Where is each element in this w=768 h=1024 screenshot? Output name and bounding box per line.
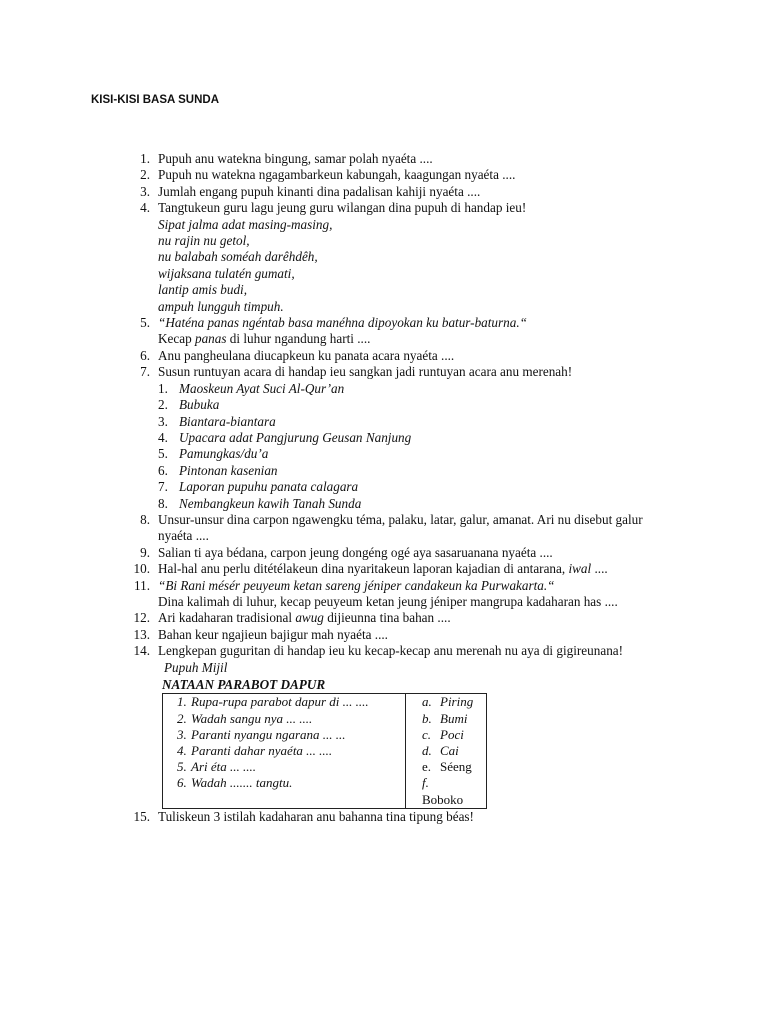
quote-text: “Haténa panas ngéntab basa manéhna dipoyokan ku batur-baturna.“ xyxy=(158,315,527,331)
option-line xyxy=(422,743,480,759)
question-14 xyxy=(120,643,720,809)
option-line xyxy=(422,727,480,743)
option-letter: f. xyxy=(422,775,429,791)
agenda-item xyxy=(158,496,720,512)
question-number: 6. xyxy=(140,347,150,363)
agenda-list xyxy=(158,381,720,512)
agenda-item xyxy=(158,430,720,446)
italic-term: awug xyxy=(295,610,324,626)
poem-line: Sipat jalma adat masing-masing, xyxy=(158,216,333,232)
agenda-number: 3. xyxy=(158,413,168,429)
question-text: Anu pangheulana diucapkeun ku panata acara nyaéta .... xyxy=(158,347,455,363)
agenda-number: 6. xyxy=(158,462,168,478)
question-number: 3. xyxy=(140,183,150,199)
question-text: Pupuh nu watekna ngagambarkeun kabungah, kaagungan nyaéta .... xyxy=(158,167,516,183)
table-line xyxy=(177,727,399,743)
text-part: Kecap xyxy=(158,331,195,347)
line-text: Paranti nyangu ngarana ... ... xyxy=(191,726,346,742)
agenda-number: 2. xyxy=(158,397,168,413)
question-1 xyxy=(120,151,720,167)
question-number: 2. xyxy=(140,167,150,183)
line-number: 4. xyxy=(177,743,187,759)
agenda-item xyxy=(158,479,720,495)
option-text: Poci xyxy=(440,726,464,742)
question-text: Pupuh anu watekna bingung, samar polah nyaéta .... xyxy=(158,151,433,166)
option-text: Bumi xyxy=(440,710,468,726)
question-3 xyxy=(120,184,720,200)
question-number: 11. xyxy=(134,577,150,593)
agenda-item xyxy=(158,397,720,413)
question-2 xyxy=(120,167,720,183)
question-text: Jumlah engang pupuh kinanti dina padalisan kahiji nyaéta .... xyxy=(158,183,481,199)
question-text: Hal-hal anu perlu ditétélakeun dina nyaritakeun laporan kajadian di antarana, xyxy=(158,561,569,577)
question-15 xyxy=(120,809,720,825)
question-text: Unsur-unsur dina carpon ngawengku téma, palaku, latar, galur, amanat. Ari nu disebut galur xyxy=(158,511,643,527)
line-text: Wadah ....... tangtu. xyxy=(191,775,293,791)
poem-line: nu rajin nu getol, xyxy=(158,233,250,249)
question-number: 14. xyxy=(133,643,150,659)
question-text: Salian ti aya bédana, carpon jeung dongéng ogé aya sasaruanana nyaéta .... xyxy=(158,544,553,560)
question-5 xyxy=(120,315,720,348)
line-number: 5. xyxy=(177,759,187,775)
agenda-item xyxy=(158,463,720,479)
question-text: Susun runtuyan acara di handap ieu sangkan jadi runtuyan acara anu merenah! xyxy=(158,364,573,380)
table-cell-right xyxy=(406,694,487,808)
question-11 xyxy=(120,578,720,611)
option-line xyxy=(422,759,480,775)
agenda-text: Pamungkas/du’a xyxy=(179,446,269,462)
quote-text: “Bi Rani mésér peuyeum ketan sareng jéniper candakeun ka Purwakarta.“ xyxy=(158,577,555,593)
question-text: Lengkepan guguritan di handap ieu ku kecap-kecap anu merenah nu aya di gigireunana! xyxy=(158,643,624,659)
question-text: Ari kadaharan tradisional xyxy=(158,610,296,626)
line-number: 1. xyxy=(177,694,187,710)
pupuh-label: Pupuh Mijil xyxy=(164,659,228,675)
table-line xyxy=(177,743,399,759)
option-text: Piring xyxy=(440,694,474,710)
poem-line: nu balabah soméah darêhdêh, xyxy=(158,249,318,265)
option-text: Cai xyxy=(440,743,459,759)
question-9 xyxy=(120,545,720,561)
question-text: Tangtukeun guru lagu jeung guru wilangan dina pupuh di handap ieu! xyxy=(158,200,527,216)
question-13 xyxy=(120,627,720,643)
option-line xyxy=(422,694,480,710)
question-number: 5. xyxy=(140,315,150,331)
question-text: Tuliskeun 3 istilah kadaharan anu bahanna tina tipung béas! xyxy=(158,808,474,824)
agenda-item xyxy=(158,414,720,430)
line-number: 2. xyxy=(177,710,187,726)
question-number: 9. xyxy=(140,544,150,560)
agenda-number: 8. xyxy=(158,495,168,511)
question-number: 13. xyxy=(133,626,150,642)
document-title: KISI-KISI BASA SUNDA xyxy=(91,94,219,106)
text-part: .... xyxy=(591,561,608,577)
agenda-text: Bubuka xyxy=(179,397,220,413)
option-text: Séeng xyxy=(440,759,472,775)
question-number: 4. xyxy=(140,200,150,216)
question-number: 10. xyxy=(133,561,150,577)
table-line xyxy=(177,759,399,775)
table-row xyxy=(163,694,487,808)
question-text: Bahan keur ngajieun bajigur mah nyaéta .... xyxy=(158,626,388,642)
agenda-number: 4. xyxy=(158,429,168,445)
agenda-number: 1. xyxy=(158,380,168,396)
option-line xyxy=(422,711,480,727)
table-line xyxy=(177,711,399,727)
line-text: Wadah sangu nya ... .... xyxy=(191,710,313,726)
poem-line: wijaksana tulatén gumati, xyxy=(158,265,295,281)
table-title: NATAAN PARABOT DAPUR xyxy=(162,677,326,692)
italic-term: panas xyxy=(194,331,227,347)
option-line xyxy=(422,775,480,807)
question-number: 1. xyxy=(140,151,150,166)
text-part: dijieunna tina bahan .... xyxy=(323,610,451,626)
table-line xyxy=(177,775,399,791)
question-number: 12. xyxy=(133,610,150,626)
question-text xyxy=(158,331,720,347)
poem-line: ampuh lungguh timpuh. xyxy=(158,298,284,314)
option-letter: d. xyxy=(422,743,432,759)
text-part: di luhur ngandung harti .... xyxy=(226,331,371,347)
table-cell-left xyxy=(163,694,406,808)
table-line xyxy=(177,694,399,710)
option-letter: b. xyxy=(422,710,432,726)
question-text-continued: nyaéta .... xyxy=(158,528,209,544)
agenda-text: Maoskeun Ayat Suci Al-Qur’an xyxy=(179,380,345,396)
agenda-number: 7. xyxy=(158,479,168,495)
question-6 xyxy=(120,348,720,364)
agenda-item xyxy=(158,381,720,397)
italic-term: iwal xyxy=(568,561,592,577)
parabot-table xyxy=(162,693,487,808)
option-letter: a. xyxy=(422,694,432,710)
question-4 xyxy=(120,200,720,315)
line-number: 6. xyxy=(177,775,187,791)
question-number: 8. xyxy=(140,511,150,527)
question-8 xyxy=(120,512,720,545)
line-text: Rupa-rupa parabot dapur di ... .... xyxy=(191,694,369,710)
question-7 xyxy=(120,364,720,512)
question-number: 15. xyxy=(133,808,150,824)
agenda-item xyxy=(158,446,720,462)
agenda-text: Upacara adat Pangjurung Geusan Nanjung xyxy=(179,429,412,445)
agenda-number: 5. xyxy=(158,446,168,462)
option-letter: e. xyxy=(422,759,432,775)
agenda-text: Biantara-biantara xyxy=(179,413,276,429)
question-10 xyxy=(120,561,720,577)
option-text: Boboko xyxy=(422,791,464,807)
line-number: 3. xyxy=(177,726,187,742)
line-text: Ari éta ... .... xyxy=(191,759,256,775)
question-12 xyxy=(120,610,720,626)
poem-line: lantip amis budi, xyxy=(158,282,248,298)
question-list xyxy=(120,151,720,825)
agenda-text: Nembangkeun kawih Tanah Sunda xyxy=(179,495,362,511)
option-letter: c. xyxy=(422,726,432,742)
question-number: 7. xyxy=(140,364,150,380)
agenda-text: Laporan pupuhu panata calagara xyxy=(179,479,359,495)
question-text: Dina kalimah di luhur, kecap peuyeum ketan jeung jéniper mangrupa kadaharan has .... xyxy=(158,593,618,609)
line-text: Paranti dahar nyaéta ... .... xyxy=(191,743,333,759)
agenda-text: Pintonan kasenian xyxy=(179,462,278,478)
